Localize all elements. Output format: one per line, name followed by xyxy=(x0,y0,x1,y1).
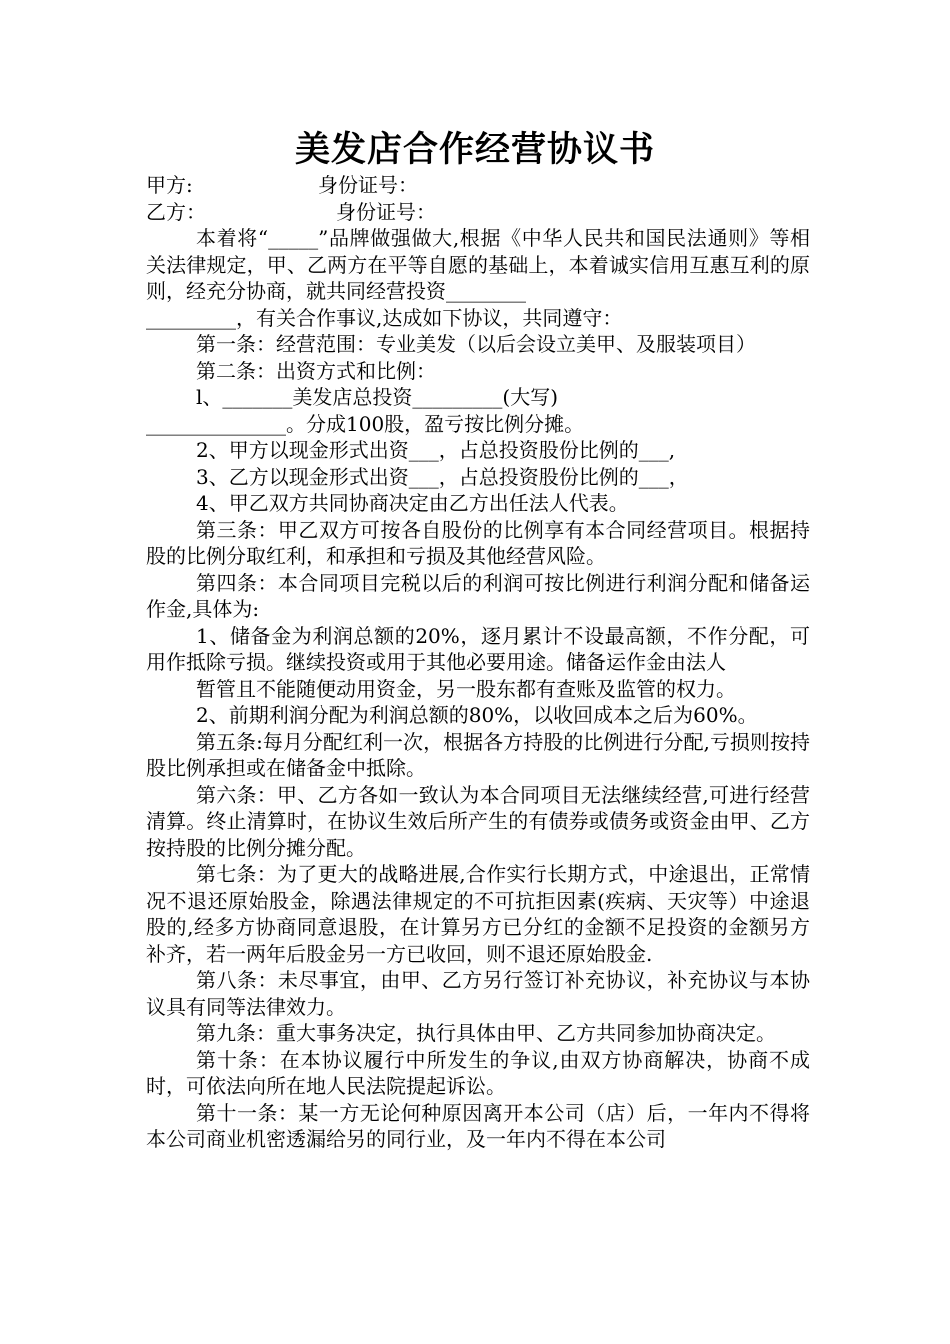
paragraph-article-2-item-3: 3、乙方以现金形式出资___，占总投资股份比例的___， xyxy=(196,464,689,489)
party-a-id-label: 身份证号： xyxy=(318,173,418,197)
paragraph-article-2-item-1: l、_______美发店总投资_________(大写) xyxy=(196,385,559,409)
document-title: 美发店合作经营协议书 xyxy=(294,130,655,170)
paragraph-article-1: 第一条：经营范围：专业美发（以后会设立美甲、及服装项目） xyxy=(196,332,756,356)
paragraph-article-2-item-1-cont: ______________。分成100股，盈亏按比例分摊。 xyxy=(146,411,585,436)
paragraph-article-10: 第十条：在本协议履行中所发生的争议,由双方协商解决，协商不成时，可依法向所在地人民法院提起诉讼。 xyxy=(146,1047,810,1098)
party-b-label: 乙方： xyxy=(146,199,206,224)
paragraph-article-2-item-4: 4、甲乙双方共同协商决定由乙方出任法人代表。 xyxy=(196,491,629,515)
document-body xyxy=(146,172,810,1153)
paragraph-article-9: 第九条：重大事务决定，执行具体由甲、乙方共同参加协商决定。 xyxy=(196,1021,776,1045)
paragraph-article-11: 第十一条：某一方无论何种原因离开本公司（店）后，一年内不得将本公司商业机密透漏给另的同行业，及一年内不得在本公司 xyxy=(146,1100,810,1151)
paragraph-article-4-item-1: 1、储备金为利润总额的20%，逐月累计不设最高额，不作分配，可用作抵除亏损。继续投资或用于其他必要用途。储备运作金由法人 xyxy=(146,623,810,674)
paragraph-article-2-item-2: 2、甲方以现金形式出资___，占总投资股份比例的___, xyxy=(196,438,676,462)
paragraph-article-6: 第六条：甲、乙方各如一致认为本合同项目无法继续经营,可进行经营清算。终止清算时，在协议生效后所产生的有债券或债务或资金由甲、乙方按持股的比例分摊分配。 xyxy=(146,782,810,860)
paragraph-article-2: 第二条：出资方式和比例： xyxy=(196,358,436,383)
paragraph-article-3: 第三条：甲乙双方可按各自股份的比例享有本合同经营项目。根据持股的比例分取红利，和承担和亏损及其他经营风险。 xyxy=(146,517,810,568)
paragraph-article-4-item-2: 2、前期利润分配为利润总额的80%，以收回成本之后为60%。 xyxy=(196,703,758,727)
paragraph-article-7: 第七条：为了更大的战略进展,合作实行长期方式，中途退出，正常情况不退还原始股金，除遇法律规定的不可抗拒因素(疾病、天灾等）中途退股的,经多方协商同意退股，在计算另方已分红的金额不足投资的金额另方补齐，若一两年后股金另一方已收回，则不退还原始股金. xyxy=(146,862,810,966)
paragraph-article-4: 第四条：本合同项目完税以后的利润可按比例进行利润分配和储备运作金,具体为: xyxy=(146,570,810,621)
party-a-label: 甲方: xyxy=(146,173,193,197)
paragraph-article-5: 第五条:每月分配红利一次，根据各方持股的比例进行分配,亏损则按持股比例承担或在储备金中抵除。 xyxy=(146,729,810,780)
party-b-line xyxy=(146,199,810,226)
paragraph-article-8: 第八条：未尽事宜，由甲、乙方另行签订补充协议，补充协议与本协议具有同等法律效力。 xyxy=(146,968,810,1019)
party-b-id-label: 身份证号： xyxy=(336,199,436,224)
paragraph-preamble: 本着将“_____”品牌做强做大,根据《中华人民共和国民法通则》等相关法律规定，甲、乙两方在平等自愿的基础上，本着诚实信用互惠互利的原则，经充分协商，就共同经营投资________ xyxy=(146,226,810,303)
paragraph-preamble-cont: _________，有关合作事议,达成如下协议，共同遵守： xyxy=(146,305,623,330)
party-a-line xyxy=(146,172,810,199)
paragraph-article-4-item-1-cont: 暂管且不能随便动用资金，另一股东都有查账及监管的权力。 xyxy=(196,676,736,701)
